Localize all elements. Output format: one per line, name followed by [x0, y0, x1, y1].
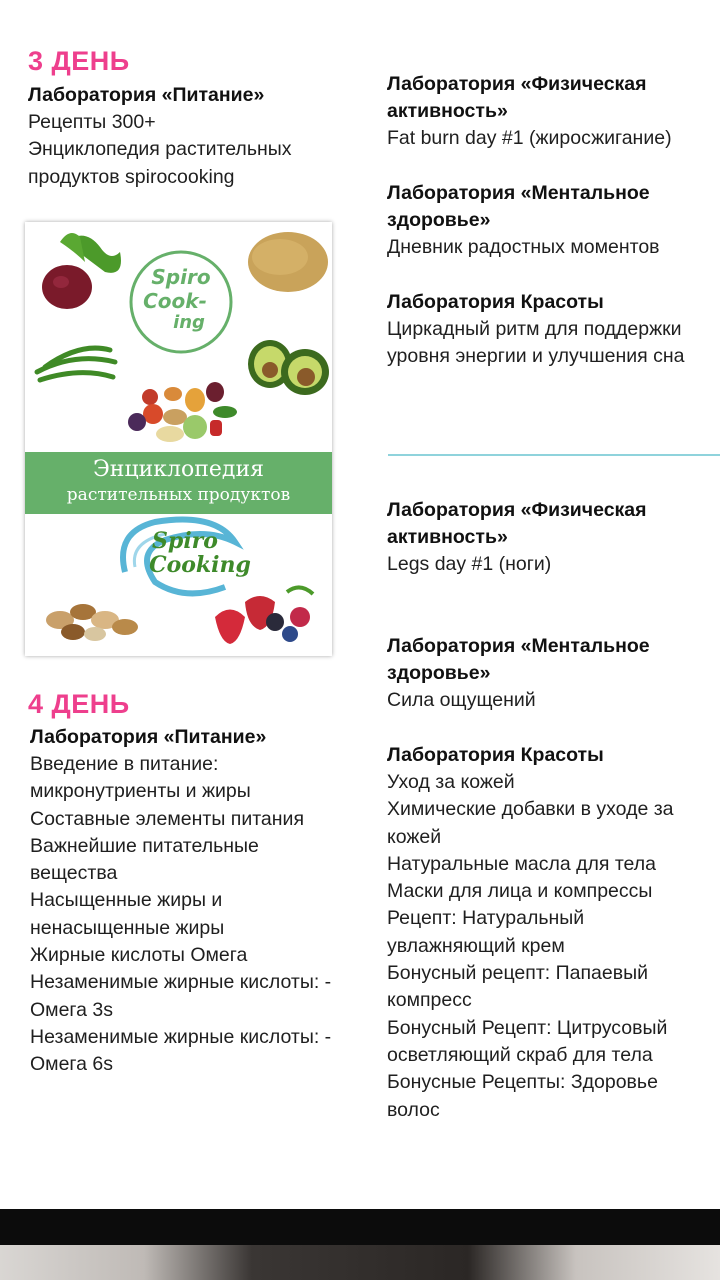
list-item: увлажняющий крем: [387, 934, 565, 957]
list-item: Энциклопедия растительных: [28, 138, 292, 161]
lab-title: Лаборатория «Ментальное: [387, 182, 650, 204]
lab-title-cont: активность»: [387, 100, 508, 122]
list-item: Дневник радостных моментов: [387, 236, 660, 258]
list-item: Сила ощущений: [387, 689, 536, 711]
list-item: Омега 6s: [30, 1053, 113, 1076]
spirocooking-logo-icon: [131, 252, 231, 352]
list-item: Введение в питание:: [30, 753, 219, 775]
lab-title-cont: здоровье»: [387, 662, 491, 684]
list-item: Рецепты 300+: [28, 111, 156, 133]
lab-title: Лаборатория «Физическая: [387, 499, 647, 521]
right-block-mental-2: [387, 633, 650, 714]
list-item: Уход за кожей: [387, 771, 515, 793]
lab-title: Лаборатория «Ментальное: [387, 635, 650, 657]
right-block-physical-2: [387, 497, 647, 578]
encyclopedia-book-cover: [25, 222, 332, 656]
bottom-photo-strip: [0, 1245, 720, 1280]
list-item: продуктов spirocooking: [28, 165, 235, 188]
list-item: Омега 3s: [30, 998, 113, 1021]
lab-title: Лаборатория «Физическая: [387, 73, 647, 95]
logo-text-5: Cooking: [149, 552, 251, 578]
logo-text-1: Spiro: [151, 265, 211, 289]
list-item: Маски для лица и компрессы: [387, 880, 653, 903]
list-item: Важнейшие питательные: [30, 834, 259, 857]
list-item: ненасыщенные жиры: [30, 916, 225, 939]
lab-title: Лаборатория «Питание»: [30, 726, 267, 748]
avocado-icon: [248, 340, 329, 395]
list-item: микронутриенты и жиры: [30, 780, 251, 803]
list-item: Бонусные Рецепты: Здоровье: [387, 1071, 658, 1094]
day-3-title: 3 ДЕНЬ: [28, 46, 130, 76]
bottom-dark-bar: [0, 1209, 720, 1245]
list-item: вещества: [30, 862, 118, 885]
green-beans-icon: [37, 348, 115, 380]
list-item: кожей: [387, 825, 442, 848]
nuts-icon: [46, 604, 138, 641]
list-item: Циркадный ритм для поддержки: [387, 318, 682, 340]
cover-banner: [25, 452, 332, 514]
right-block-mental-1: [387, 180, 660, 261]
list-item: Химические добавки в уходе за: [387, 798, 674, 821]
lentils-icon: [248, 232, 328, 292]
lab-title: Лаборатория «Питание»: [28, 84, 265, 106]
right-block-beauty-1: [387, 289, 684, 371]
vegetables-icon: [128, 382, 237, 442]
list-item: Бонусный Рецепт: Цитрусовый: [387, 1016, 668, 1039]
list-item: Рецепт: Натуральный: [387, 907, 585, 930]
cover-subtitle: растительных продуктов: [66, 485, 291, 505]
list-item: осветляющий скраб для тела: [387, 1043, 653, 1066]
logo-text-3: ing: [173, 312, 205, 333]
day-4-block: [30, 724, 331, 1079]
list-item: уровня энергии и улучшения сна: [387, 345, 685, 368]
cover-title: Энциклопедия: [92, 457, 265, 482]
list-item: Незаменимые жирные кислоты: -: [30, 971, 332, 994]
list-item: компресс: [387, 989, 472, 1012]
right-block-physical-1: [387, 71, 672, 152]
logo-text-2: Cook-: [143, 289, 207, 313]
day-4-title: 4 ДЕНЬ: [28, 689, 130, 719]
list-item: Составные элементы питания: [30, 807, 304, 830]
berries-icon: [215, 587, 313, 644]
section-divider: [388, 454, 720, 456]
list-item: Legs day #1 (ноги): [387, 553, 552, 575]
list-item: Натуральные масла для тела: [387, 852, 656, 875]
list-item: Бонусный рецепт: Папаевый: [387, 962, 648, 985]
list-item: Жирные кислоты Омега: [30, 944, 248, 967]
list-item: Незаменимые жирные кислоты: -: [30, 1025, 332, 1048]
lab-title: Лаборатория Красоты: [387, 744, 604, 766]
lab-title: Лаборатория Красоты: [387, 291, 604, 313]
cover-illustration: [25, 222, 332, 656]
list-item: Насыщенные жиры и: [30, 889, 223, 912]
logo-text-4: Spiro: [152, 528, 218, 554]
day-3-block: [28, 82, 292, 191]
lab-title-cont: активность»: [387, 526, 508, 548]
right-block-beauty-2: [387, 742, 674, 1124]
beet-icon: [42, 233, 121, 309]
list-item: Fat burn day #1 (жиросжигание): [387, 127, 672, 149]
spirocooking-splash-icon: [123, 520, 251, 594]
lab-title-cont: здоровье»: [387, 209, 491, 231]
list-item: волос: [387, 1098, 440, 1121]
